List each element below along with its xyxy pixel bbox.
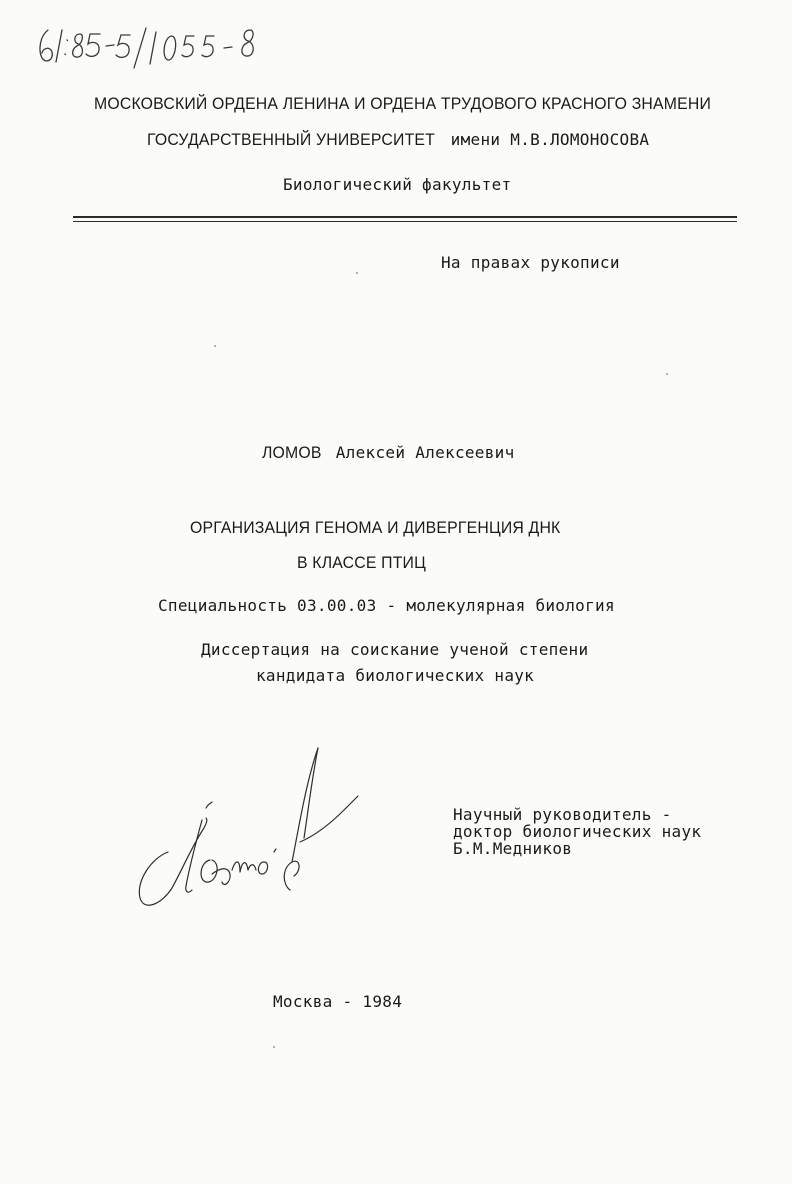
dissertation-title-line-1: ОРГАНИЗАЦИЯ ГЕНОМА И ДИВЕРГЕНЦИЯ ДНК — [190, 518, 561, 537]
author-given-names: Алексей Алексеевич — [335, 443, 515, 462]
university-name-line-1: МОСКОВСКИЙ ОРДЕНА ЛЕНИНА И ОРДЕНА ТРУДОВОГО КРАСНОГО ЗНАМЕНИ — [94, 94, 712, 113]
faculty-name: Биологический факультет — [283, 175, 512, 194]
degree-line-2: кандидата биологических наук — [256, 666, 535, 685]
city-and-year: Москва - 1984 — [273, 992, 403, 1011]
university-name-caps: ГОСУДАРСТВЕННЫЙ УНИВЕРСИТЕТ — [147, 130, 435, 149]
author-name — [262, 443, 515, 463]
author-signature — [132, 742, 362, 914]
header-divider-top — [73, 216, 737, 218]
specialty: Специальность 03.00.03 - молекулярная биология — [158, 596, 615, 615]
dissertation-title-line-2: В КЛАССЕ ПТИЦ — [297, 553, 426, 572]
scan-speck — [273, 1046, 275, 1048]
university-name-rest: имени М.В.ЛОМОНОСОВА — [450, 130, 650, 149]
scan-speck — [356, 272, 358, 274]
scan-speck — [214, 345, 216, 347]
supervisor-name: Б.М.Медников — [453, 839, 573, 858]
degree-line-1: Диссертация на соискание ученой степени — [201, 640, 589, 659]
manuscript-rights-note: На правах рукописи — [441, 253, 620, 272]
university-name-line-2 — [147, 130, 649, 150]
handwritten-archive-code — [34, 22, 266, 72]
scan-speck — [666, 373, 668, 375]
supervisor-role: Научный руководитель - — [453, 805, 672, 824]
supervisor-degree: доктор биологических наук — [453, 822, 702, 841]
header-divider-bottom — [73, 221, 737, 222]
author-surname: ЛОМОВ — [262, 443, 322, 462]
